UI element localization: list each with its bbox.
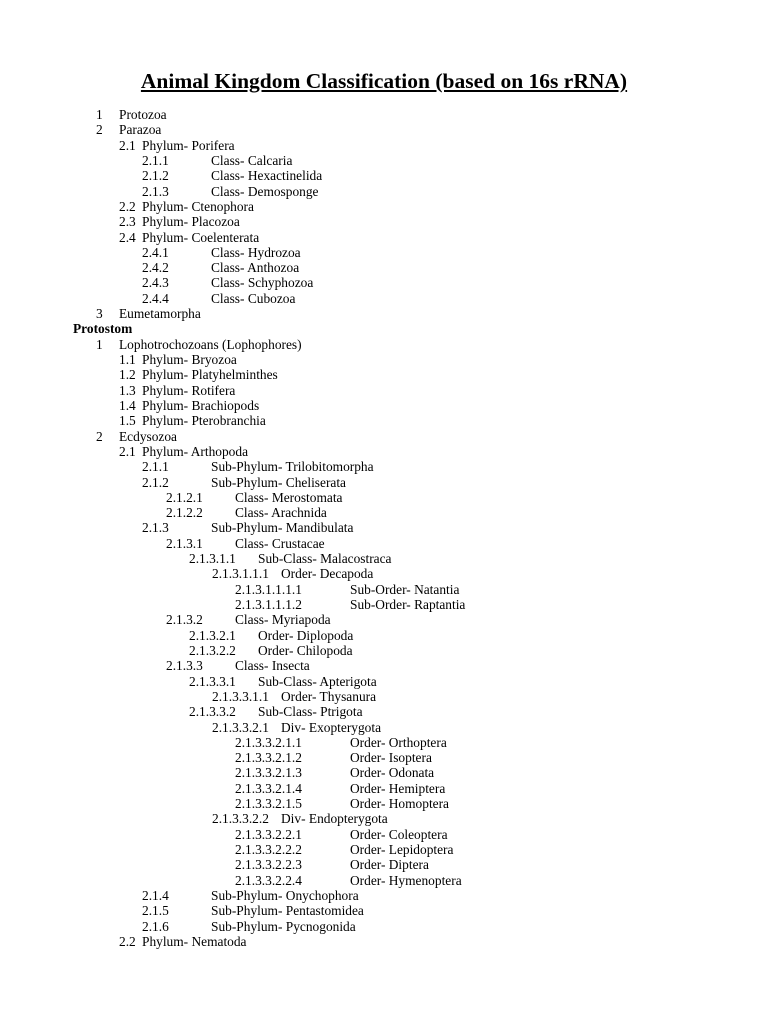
outline-text: Sub-Phylum- Onychophora bbox=[211, 887, 359, 903]
outline-number: 2.1.3.1.1 bbox=[189, 551, 236, 567]
outline-number: 2.1.3.3.2.2.3 bbox=[235, 857, 302, 873]
outline-entry bbox=[0, 566, 768, 581]
outline-text: Phylum- Nematoda bbox=[142, 933, 247, 949]
outline-entry bbox=[0, 245, 768, 260]
outline-text: Class- Merostomata bbox=[235, 489, 343, 505]
outline-number: 2.1 bbox=[119, 443, 136, 459]
outline-number: 2.1.3.3.2.1.1 bbox=[235, 734, 302, 750]
outline-entry bbox=[0, 199, 768, 214]
outline-text: Parazoa bbox=[119, 122, 162, 138]
outline-number: 2.1.3.3.2.1.3 bbox=[235, 765, 302, 781]
outline-text: Sub-Phylum- Trilobitomorpha bbox=[211, 459, 374, 475]
outline-text: Class- Demosponge bbox=[211, 183, 319, 199]
outline-text: Order- Diptera bbox=[350, 857, 429, 873]
outline-text: Order- Coleoptera bbox=[350, 826, 448, 842]
outline-text: Order- Isoptera bbox=[350, 750, 432, 766]
outline-number: 2.2 bbox=[119, 198, 136, 214]
outline-entry bbox=[0, 643, 768, 658]
outline-number: 2.1.3.3.1.1 bbox=[212, 688, 269, 704]
outline-text: Phylum- Arthopoda bbox=[142, 443, 249, 459]
outline-text: Order- Decapoda bbox=[281, 566, 374, 582]
outline-text: Phylum- Rotifera bbox=[142, 382, 236, 398]
outline-number: 2.3 bbox=[119, 214, 136, 230]
outline-entry bbox=[0, 735, 768, 750]
outline-entry bbox=[0, 230, 768, 245]
outline-number: 2.1 bbox=[119, 137, 136, 153]
outline-number: 2.2 bbox=[119, 933, 136, 949]
outline-number: 2.1.3.2.1 bbox=[189, 627, 236, 643]
page-title: Animal Kingdom Classification (based on 16s rRNA) bbox=[140, 69, 628, 93]
classification-outline bbox=[0, 107, 768, 949]
outline-text: Class- Schyphozoa bbox=[211, 275, 314, 291]
outline-entry bbox=[0, 903, 768, 918]
outline-number: 2.1.3.3.2.2.2 bbox=[235, 842, 302, 857]
outline-text: Order- Hymenoptera bbox=[350, 872, 462, 888]
outline-entry bbox=[0, 674, 768, 689]
outline-entry bbox=[0, 536, 768, 551]
outline-entry bbox=[0, 505, 768, 520]
outline-text: Phylum- Bryozoa bbox=[142, 352, 237, 367]
outline-text: Sub-Class- Malacostraca bbox=[258, 551, 392, 567]
outline-number: 2.1.2.2 bbox=[166, 505, 203, 521]
outline-entry bbox=[0, 857, 768, 872]
outline-text: Sub-Class- Ptrigota bbox=[258, 704, 363, 720]
outline-text: Sub-Class- Apterigota bbox=[258, 673, 377, 689]
outline-number: 1.4 bbox=[119, 397, 136, 413]
outline-number: 2.1.3.3.1 bbox=[189, 673, 236, 689]
outline-entry bbox=[0, 612, 768, 627]
outline-number: 2.1.3.3.2.1 bbox=[212, 719, 269, 735]
outline-entry bbox=[0, 275, 768, 290]
outline-text: Order- Homoptera bbox=[350, 796, 450, 812]
outline-number: 2.1.3.3.2.2.4 bbox=[235, 872, 302, 888]
outline-number: 3 bbox=[96, 306, 103, 322]
outline-entry bbox=[0, 888, 768, 903]
outline-entry bbox=[0, 459, 768, 474]
outline-number: 2.1.3.2 bbox=[166, 612, 203, 628]
outline-text: Order- Lepidoptera bbox=[350, 842, 454, 857]
outline-number: 2.4.1 bbox=[142, 244, 169, 260]
outline-entry bbox=[0, 720, 768, 735]
outline-text: Class- Calcaria bbox=[211, 152, 293, 168]
outline-entry bbox=[0, 597, 768, 612]
outline-number: 1.1 bbox=[119, 352, 136, 367]
outline-number: 2.1.3 bbox=[142, 520, 169, 536]
outline-number: 2.1.5 bbox=[142, 903, 169, 919]
outline-text: Sub-Phylum- Pentastomidea bbox=[211, 903, 364, 919]
outline-entry bbox=[0, 122, 768, 137]
outline-number: 2.1.3.3.2.1.4 bbox=[235, 780, 302, 796]
outline-number: 2.4.2 bbox=[142, 260, 169, 276]
outline-entry bbox=[0, 337, 768, 352]
outline-number: 2.1.4 bbox=[142, 887, 169, 903]
outline-number: 2.1.3.3.2.1.5 bbox=[235, 796, 302, 812]
outline-text: Sub-Phylum- Cheliserata bbox=[211, 474, 347, 490]
outline-text: Phylum- Brachiopods bbox=[142, 397, 260, 413]
outline-entry bbox=[0, 873, 768, 888]
outline-number: 2.1.2 bbox=[142, 168, 169, 184]
outline-number: 1 bbox=[96, 336, 103, 352]
outline-entry bbox=[0, 750, 768, 765]
outline-text: Sub-Order- Natantia bbox=[350, 581, 460, 597]
outline-entry bbox=[0, 551, 768, 566]
outline-text: Sub-Order- Raptantia bbox=[350, 597, 466, 612]
outline-entry bbox=[0, 260, 768, 275]
outline-number: 2 bbox=[96, 122, 103, 138]
outline-number: 1 bbox=[96, 107, 103, 122]
outline-text: Sub-Phylum- Mandibulata bbox=[211, 520, 354, 536]
outline-text: Ecdysozoa bbox=[119, 428, 178, 444]
outline-number: 2.4.4 bbox=[142, 290, 169, 306]
outline-text: Class- Myriapoda bbox=[235, 612, 331, 628]
outline-entry bbox=[0, 689, 768, 704]
outline-number: 1.2 bbox=[119, 367, 136, 383]
outline-text: Eumetamorpha bbox=[119, 306, 201, 322]
outline-number: 2.1.1 bbox=[142, 152, 169, 168]
outline-text: Class- Hydrozoa bbox=[211, 244, 301, 260]
outline-text: Class- Insecta bbox=[235, 658, 310, 674]
outline-text: Phylum- Coelenterata bbox=[142, 229, 260, 245]
outline-number: 2.1.2 bbox=[142, 474, 169, 490]
outline-number: 2.1.3.3.2.2.1 bbox=[235, 826, 302, 842]
outline-entry bbox=[0, 919, 768, 934]
outline-entry bbox=[0, 827, 768, 842]
outline-text: Phylum- Porifera bbox=[142, 137, 235, 153]
outline-text: Div- Endopterygota bbox=[281, 811, 388, 827]
outline-entry bbox=[0, 628, 768, 643]
outline-entry bbox=[0, 475, 768, 490]
outline-text: Phylum- Ctenophora bbox=[142, 198, 254, 214]
outline-entry bbox=[0, 168, 768, 183]
outline-entry bbox=[0, 582, 768, 597]
outline-entry bbox=[0, 765, 768, 780]
outline-entry bbox=[0, 413, 768, 428]
outline-entry bbox=[0, 138, 768, 153]
outline-entry bbox=[0, 107, 768, 122]
outline-text: Phylum- Platyhelminthes bbox=[142, 367, 278, 383]
outline-text: Class- Hexactinelida bbox=[211, 168, 323, 184]
outline-entry bbox=[0, 842, 768, 857]
outline-text: Sub-Phylum- Pycnogonida bbox=[211, 918, 356, 934]
outline-number: 2.1.3.2.2 bbox=[189, 642, 236, 658]
outline-number: 2 bbox=[96, 428, 103, 444]
outline-number: 2.1.3.3.2.1.2 bbox=[235, 750, 302, 766]
outline-text: Order- Orthoptera bbox=[350, 734, 447, 750]
outline-text: Div- Exopterygota bbox=[281, 719, 382, 735]
outline-entry bbox=[0, 704, 768, 719]
outline-number: 2.1.2.1 bbox=[166, 489, 203, 505]
outline-number: 1.5 bbox=[119, 413, 136, 429]
outline-text: Order- Diplopoda bbox=[258, 627, 354, 643]
outline-entry bbox=[0, 429, 768, 444]
outline-text: Protozoa bbox=[119, 107, 167, 122]
outline-entry bbox=[0, 352, 768, 367]
outline-number: 2.4 bbox=[119, 229, 136, 245]
outline-number: 2.1.3.1.1.1 bbox=[212, 566, 269, 582]
outline-number: 2.1.3.3.2.2 bbox=[212, 811, 269, 827]
outline-text: Order- Chilopoda bbox=[258, 642, 353, 658]
outline-entry bbox=[0, 153, 768, 168]
outline-number: 2.4.3 bbox=[142, 275, 169, 291]
outline-number: 2.1.3.3 bbox=[166, 658, 203, 674]
outline-text: Class- Anthozoa bbox=[211, 260, 300, 276]
outline-entry bbox=[0, 306, 768, 321]
outline-number: 2.1.3.1.1.1.2 bbox=[235, 597, 302, 612]
outline-entry bbox=[0, 321, 768, 336]
outline-number: 1.3 bbox=[119, 382, 136, 398]
outline-entry bbox=[0, 781, 768, 796]
outline-entry bbox=[0, 367, 768, 382]
outline-entry bbox=[0, 398, 768, 413]
outline-text: Phylum- Pterobranchia bbox=[142, 413, 266, 429]
outline-number: 2.1.1 bbox=[142, 459, 169, 475]
outline-entry bbox=[0, 934, 768, 949]
outline-number: 2.1.3.3.2 bbox=[189, 704, 236, 720]
outline-entry bbox=[0, 291, 768, 306]
outline-entry bbox=[0, 444, 768, 459]
outline-entry bbox=[0, 490, 768, 505]
outline-text: Order- Hemiptera bbox=[350, 780, 446, 796]
outline-entry bbox=[0, 796, 768, 811]
outline-text: Phylum- Placozoa bbox=[142, 214, 240, 230]
outline-entry bbox=[0, 383, 768, 398]
outline-entry bbox=[0, 658, 768, 673]
outline-number: 2.1.3 bbox=[142, 183, 169, 199]
outline-text: Class- Crustacae bbox=[235, 535, 325, 551]
outline-entry bbox=[0, 811, 768, 826]
outline-text: Lophotrochozoans (Lophophores) bbox=[119, 336, 302, 352]
outline-text: Order- Odonata bbox=[350, 765, 435, 781]
section-heading: Protostom bbox=[73, 321, 133, 337]
outline-entry bbox=[0, 184, 768, 199]
outline-text: Order- Thysanura bbox=[281, 688, 377, 704]
outline-entry bbox=[0, 214, 768, 229]
outline-number: 2.1.3.1.1.1.1 bbox=[235, 581, 302, 597]
outline-number: 2.1.3.1 bbox=[166, 535, 203, 551]
outline-entry bbox=[0, 520, 768, 535]
outline-text: Class- Cubozoa bbox=[211, 290, 296, 306]
outline-number: 2.1.6 bbox=[142, 918, 169, 934]
outline-text: Class- Arachnida bbox=[235, 505, 327, 521]
